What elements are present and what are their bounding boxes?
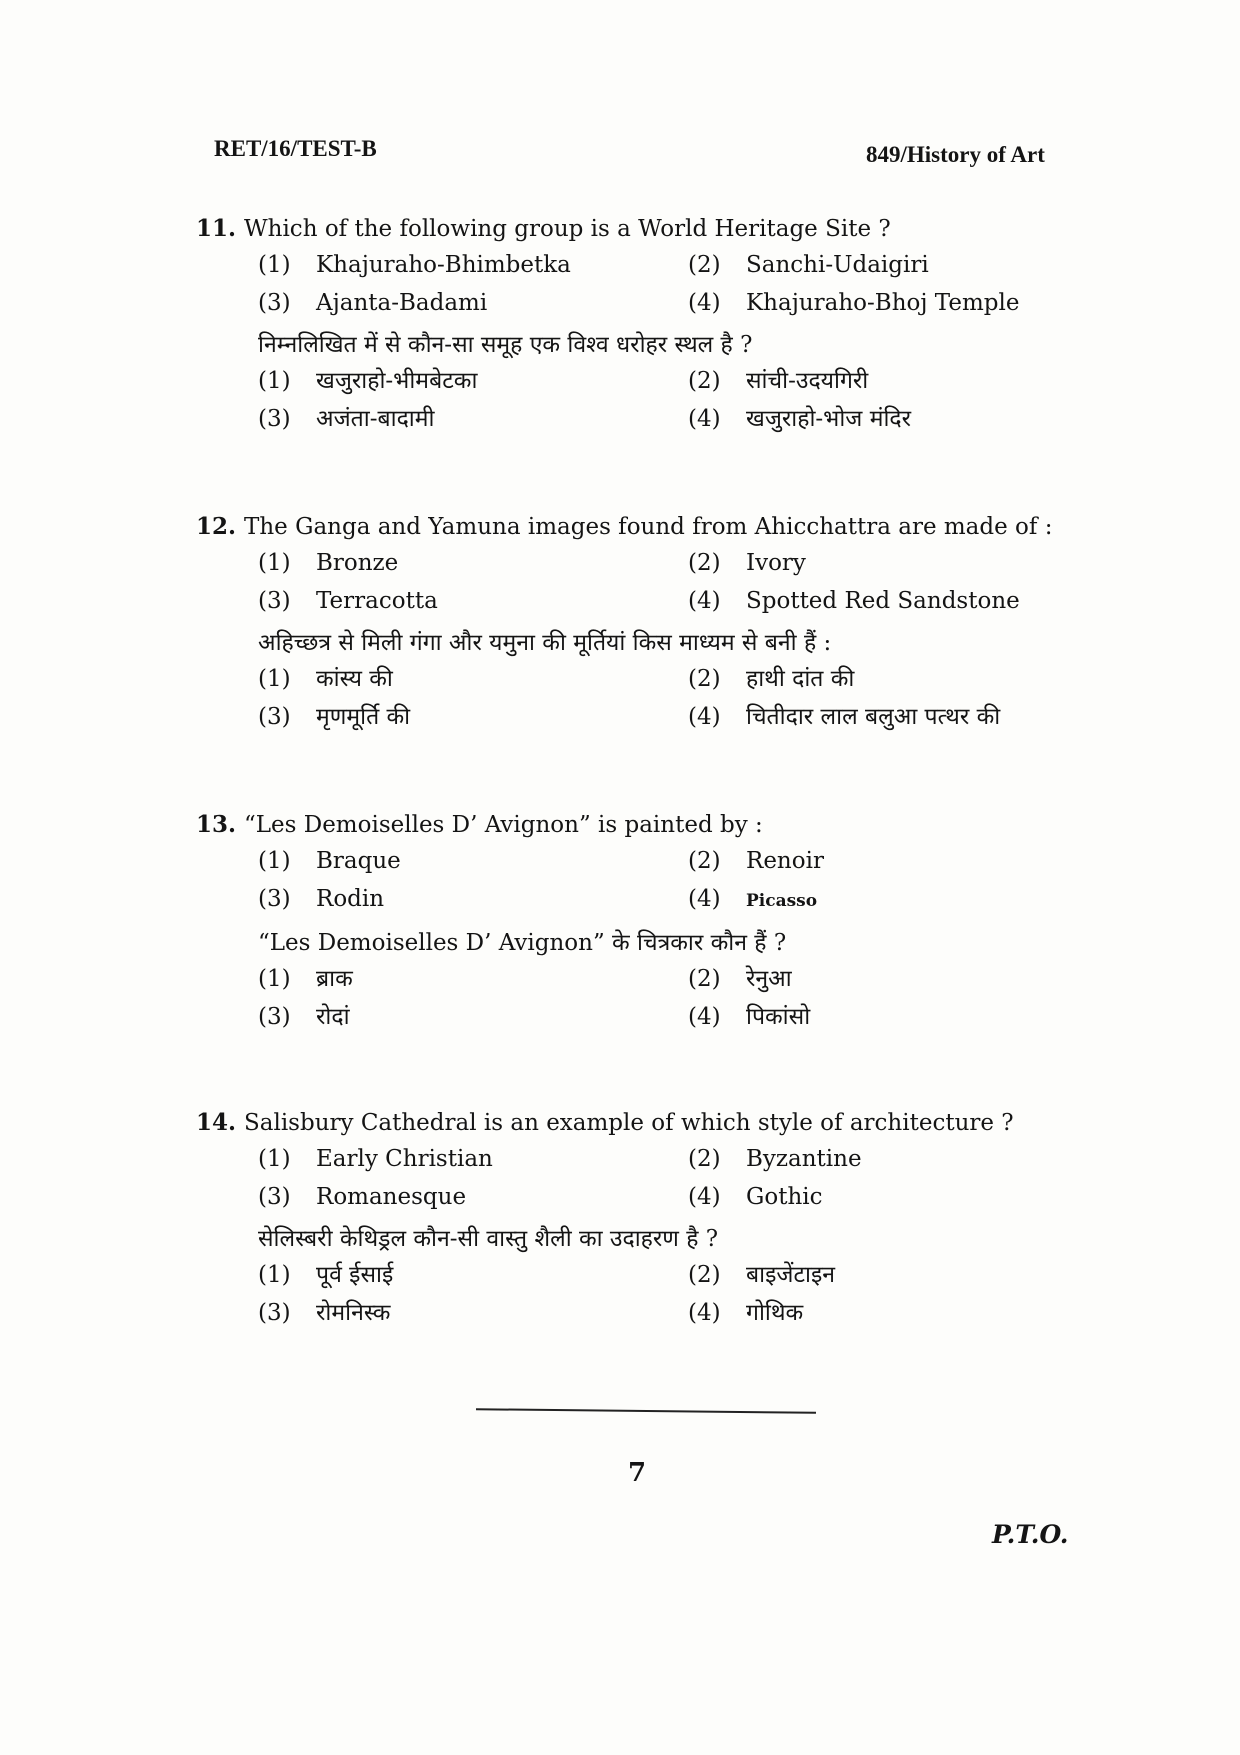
option-text: रोदां	[316, 1004, 350, 1030]
option-text: चितीदार लाल बलुआ पत्थर की	[746, 704, 1001, 730]
option-text: Early Christian	[316, 1146, 493, 1172]
question-text-en: The Ganga and Yamuna images found from Ahicchattra are made of :	[244, 514, 1053, 540]
options-en	[258, 250, 1116, 318]
option-text: Spotted Red Sandstone	[746, 588, 1020, 614]
option-text: Sanchi-Udaigiri	[746, 252, 929, 278]
option-number: (4)	[688, 704, 721, 730]
option-text: सांची-उदयगिरी	[746, 368, 869, 394]
option-text: Ajanta-Badami	[316, 290, 488, 316]
option-number: (3)	[258, 290, 291, 316]
option-text: Braque	[316, 848, 401, 874]
question-text-hi: “Les Demoiselles D’ Avignon” के चित्रकार कौन हैं ?	[258, 930, 787, 956]
option-text: कांस्य की	[316, 666, 393, 692]
option-number: (2)	[688, 966, 721, 992]
option-number: (1)	[258, 966, 291, 992]
option-text: Romanesque	[316, 1184, 467, 1210]
question-11	[196, 214, 1116, 446]
question-number: 13.	[196, 811, 237, 838]
option-number: (2)	[688, 666, 721, 692]
question-text-en: Which of the following group is a World Heritage Site ?	[244, 216, 891, 242]
page-number: 7	[628, 1458, 647, 1488]
options-hi	[258, 366, 1116, 434]
question-text-hi: निम्नलिखित में से कौन-सा समूह एक विश्व धरोहर स्थल है ?	[258, 332, 753, 358]
option-text: Ivory	[746, 550, 806, 576]
option-number: (1)	[258, 550, 291, 576]
options-hi	[258, 964, 1116, 1032]
question-number: 11.	[196, 215, 237, 242]
options-hi	[258, 1260, 1116, 1328]
option-number: (4)	[688, 886, 721, 912]
options-hi	[258, 664, 1116, 732]
option-text: पूर्व ईसाई	[316, 1262, 394, 1288]
option-text: हाथी दांत की	[746, 666, 855, 692]
option-number: (4)	[688, 1004, 721, 1030]
divider-rule	[476, 1408, 816, 1414]
option-number: (3)	[258, 406, 291, 432]
question-14	[196, 1108, 1116, 1340]
question-number: 12.	[196, 513, 237, 540]
option-text: बाइजेंटाइन	[746, 1262, 836, 1288]
option-number: (3)	[258, 886, 291, 912]
option-text: मृणमूर्ति की	[316, 704, 411, 730]
question-text-hi: सेलिस्बरी केथिड्रल कौन-सी वास्तु शैली का उदाहरण है ?	[258, 1226, 719, 1252]
option-text: Picasso	[746, 891, 818, 911]
options-en	[258, 846, 1116, 916]
option-number: (4)	[688, 588, 721, 614]
option-text: Khajuraho-Bhoj Temple	[746, 290, 1020, 316]
option-number: (2)	[688, 1262, 721, 1288]
option-number: (3)	[258, 588, 291, 614]
option-text: Gothic	[746, 1184, 823, 1210]
option-text: Khajuraho-Bhimbetka	[316, 252, 571, 278]
pto-label: P.T.O.	[992, 1520, 1069, 1549]
option-number: (4)	[688, 290, 721, 316]
option-number: (1)	[258, 666, 291, 692]
option-number: (3)	[258, 1300, 291, 1326]
option-number: (2)	[688, 848, 721, 874]
option-text: रेनुआ	[746, 966, 792, 992]
option-number: (4)	[688, 406, 721, 432]
option-text: गोथिक	[746, 1300, 804, 1326]
option-number: (2)	[688, 252, 721, 278]
question-text-en: “Les Demoiselles D’ Avignon” is painted by :	[244, 812, 763, 838]
option-text: पिकांसो	[746, 1004, 811, 1030]
option-number: (1)	[258, 1262, 291, 1288]
option-text: Byzantine	[746, 1146, 862, 1172]
option-number: (2)	[688, 550, 721, 576]
option-number: (3)	[258, 704, 291, 730]
option-number: (3)	[258, 1184, 291, 1210]
option-number: (2)	[688, 1146, 721, 1172]
option-number: (1)	[258, 1146, 291, 1172]
option-number: (1)	[258, 848, 291, 874]
option-text: Renoir	[746, 848, 824, 874]
option-number: (2)	[688, 368, 721, 394]
option-number: (3)	[258, 1004, 291, 1030]
options-en	[258, 548, 1116, 616]
header-left: RET/16/TEST-B	[214, 136, 377, 161]
question-number: 14.	[196, 1109, 237, 1136]
question-12	[196, 512, 1116, 744]
options-en	[258, 1144, 1116, 1212]
option-text: Bronze	[316, 550, 399, 576]
option-number: (4)	[688, 1300, 721, 1326]
option-number: (4)	[688, 1184, 721, 1210]
question-text-hi: अहिच्छत्र से मिली गंगा और यमुना की मूर्तियां किस माध्यम से बनी हैं :	[258, 630, 832, 656]
option-text: अजंता-बादामी	[316, 406, 435, 432]
option-text: ब्राक	[316, 966, 353, 992]
question-text-en: Salisbury Cathedral is an example of which style of architecture ?	[244, 1110, 1014, 1136]
option-number: (1)	[258, 252, 291, 278]
option-text: खजुराहो-भोज मंदिर	[746, 406, 912, 432]
option-text: खजुराहो-भीमबेटका	[316, 368, 478, 394]
option-text: Rodin	[316, 886, 385, 912]
question-13	[196, 810, 1116, 1044]
option-text: Terracotta	[316, 588, 438, 614]
header-right: 849/History of Art	[866, 142, 1045, 167]
option-number: (1)	[258, 368, 291, 394]
option-text: रोमनिस्क	[316, 1300, 391, 1326]
